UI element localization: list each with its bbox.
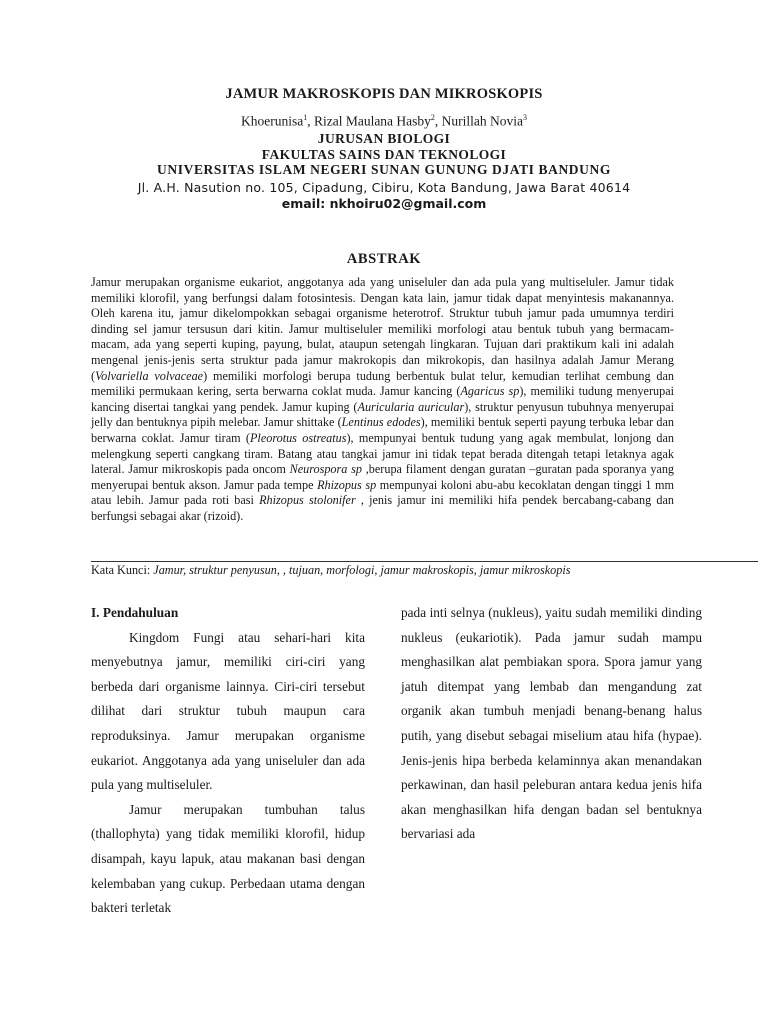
abstract-text: Jamur merupakan organisme eukariot, anggotanya ada yang uniseluler dan ada pula yang multiseluler. Jamur tidak memiliki klorofil, yang berfungsi dalam fotosintesis. Dengan kata lain, jamur tidak dapat menyintesis makanannya. Oleh karena itu, jamur dikelompokkan sebagai organisme heterotrof. Struktur tubuh jamur pada umumnya terdiri dinding sel jamur tersusun dari kitin. Jamur multiseluler memiliki morfologi atau bentuk tubuh yang bermacam-macam, ada yang seperti kuping, payung, bulat, ataupun setengah lingkaran. Tujuan dari praktikum kali ini adalah mengenal jenis-jenis serta struktur pada jamur makrokopis dan mikrokopis, dan hasilnya adalah Jamur Merang ( [91,275,674,383]
species-name: Pleorotus ostreatus [249,430,347,445]
author-2-affil: 2 [430,113,435,122]
author-line [0,113,768,130]
species-name: Auricularia auricular [357,399,465,414]
abstract-text: ) memiliki morfologi berupa tudung berbentuk bulat telur, kemudian terlihat cembung dan memiliki permukaan kering, serta berwarna coklat muda. Jamur kancing ( [91,368,674,399]
email: email: nkhoiru02@gmail.com [281,196,487,211]
department: JURUSAN BIOLOGI [317,131,451,146]
species-name: Rhizopus stolonifer [259,493,356,508]
university: UNIVERSITAS ISLAM NEGERI SUNAN GUNUNG DJATI BANDUNG [157,162,611,177]
author-1-affil: 1 [303,113,308,122]
abstract-text: ), mempunyai bentuk tudung yang agak membulat, lonjong dan melengkung seperti cangkang tiram. Batang atau tangkai jamur ini tidak tepat berada ditengah tetapi letaknya agak lateral. Jamur mikroskopis pada oncom [91,430,674,477]
species-name: Rhizopus sp [317,477,377,492]
author-3-affil: 3 [523,113,528,122]
abstract-text: ), struktur penyusun tubuhnya menyerupai jelly dan bentuknya pipih melebar. Jamur shittake ( [91,399,674,430]
abstract-text: mempunyai koloni abu-abu kecoklatan dengan tinggi 1 mm atau lebih. Jamur pada roti basi [91,477,675,508]
species-name: Lentinus edodes [341,415,421,430]
abstract-text: ), memiliki bentuk seperti payung terbuka lebar dan berwarna coklat. Jamur tiram ( [91,415,674,445]
column-right [401,601,702,847]
address: Jl. A.H. Nasution no. 105, Cipadung, Cibiru, Kota Bandung, Jawa Barat 40614 [137,180,631,195]
keywords-text: Jamur, struktur penyusun, , tujuan, morfologi, jamur makroskopis, jamur mikroskopis [153,563,571,577]
abstract-text: ,berupa filament dengan guratan –guratan pada sporanya yang menyerupai bentuk akson. Jamur pada tempe [91,462,675,492]
author-1: Khoerunisa [240,113,304,129]
faculty: FAKULTAS SAINS DAN TEKNOLOGI [261,147,507,162]
species-name: Volvariella volvaceae [95,368,204,383]
keywords [91,563,570,578]
author-2: , Rizal Maulana Hasby [307,113,431,129]
paragraph-3: pada inti selnya (nukleus), yaitu sudah memiliki dinding nukleus (eukariotik). Pada jamur sudah mampu menghasilkan alat pembiakan spora. Spora jamur yang jatuh ditempat yang lembab dan mengandung zat organik akan tumbuh menjadi benang-benang halus putih, yang disebut sebagai miselium atau hifa (hypae). Jenis-jenis hipa berbeda kelaminnya akan menandakan perkawinan, dan hasil peleburan antara kedua jenis hifa akan menghasilkan hifa dengan badan sel bentuknya bervariasi ada [401,605,702,842]
keywords-divider [91,561,758,562]
column-left [91,601,365,921]
paragraph-2: Jamur merupakan tumbuhan talus (thallophyta) yang tidak memiliki klorofil, hidup disampah, kayu lapuk, atau makanan basi dengan kelembaban yang cukup. Perbedaan utama dengan bakteri terletak [91,801,365,916]
author-3: , Nurillah Novia [434,113,524,129]
species-name: Neurospora sp [289,462,362,477]
section-heading: I. Pendahuluan [91,605,179,620]
abstract-body [91,275,674,525]
abstract-text: , jenis jamur ini memiliki hifa pendek bercabang-cabang dan berfungsi sebagai akar (rizoid). [91,493,675,523]
paragraph-1: Kingdom Fungi atau sehari-hari kita menyebutnya jamur, memiliki ciri-ciri yang berbeda dari organisme lainnya. Ciri-ciri tersebut dilihat dari struktur tubuh maupun cara reproduksinya. Jamur merupakan organisme eukariot. Anggotanya ada yang uniseluler dan ada pula yang multiseluler. [91,629,365,793]
abstract-heading: ABSTRAK [346,251,422,267]
paper-title: JAMUR MAKROSKOPIS DAN MIKROSKOPIS [225,86,543,102]
keywords-label: Kata Kunci: [91,563,154,577]
species-name: Agaricus sp [460,384,520,399]
abstract-text: ), memiliki tudung menyerupai kancing disertai tangkai yang pendek. Jamur kuping ( [91,384,675,414]
